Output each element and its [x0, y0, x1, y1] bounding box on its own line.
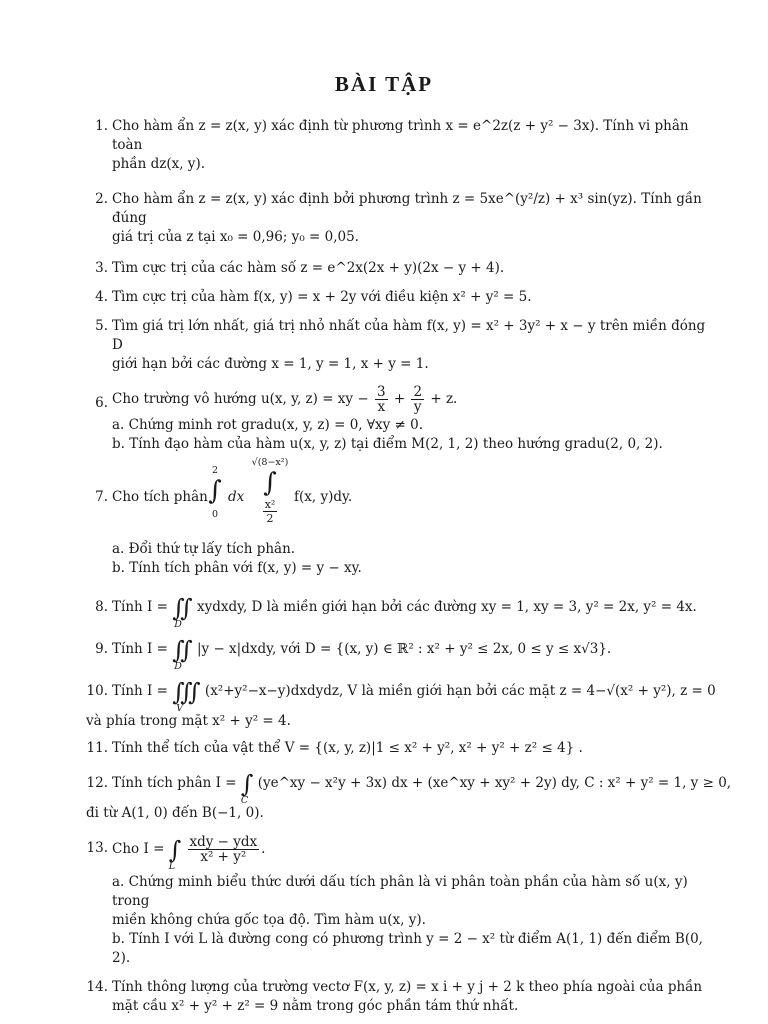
page-title: BÀI TẬP — [334, 72, 434, 96]
denominator: x — [377, 399, 386, 415]
text-part: (ye^xy − x²y + 3x) dx + (xe^xy + xy² + 2y) dy, C : x² + y² = 1, y ≥ 0, — [257, 775, 732, 791]
subpart-a: a. Chứng minh biểu thức dưới dấu tích phân là vi phân toàn phần của hàm số u(x, y) trong — [112, 874, 688, 909]
exercise-14 — [86, 978, 716, 1016]
integral-domain: D — [174, 618, 182, 630]
exercise-number: 3. — [95, 260, 108, 276]
exercise-number: 5. — [95, 318, 108, 334]
subpart-b: b. Tính tích phân với f(x, y) = y − xy. — [112, 560, 362, 576]
exercise-text: Cho I = ∫ L $\frac{\text{xdy − ydx}}{\text{x² + y²}}$ . — [112, 834, 266, 872]
lower-limit: 0 — [211, 509, 219, 520]
exercise-text-cont: mặt cầu x² + y² + z² = 9 nằm trong góc phần tám thứ nhất. — [112, 998, 519, 1014]
exercise-number: 10. — [86, 683, 108, 699]
exercise-text — [112, 632, 716, 672]
exercise-7 — [86, 457, 716, 578]
upper-limit: 2 — [211, 465, 219, 476]
numerator: 2 — [413, 384, 423, 400]
integral-domain: V — [176, 702, 184, 714]
text-part: + z. — [430, 391, 458, 407]
integral-1 — [208, 466, 222, 520]
exercise-text-cont: giá trị của z tại x₀ = 0,96; y₀ = 0,05. — [112, 229, 359, 245]
exercise-text: Cho hàm ẩn z = z(x, y) xác định bởi phương trình z = 5xe^(y²/z) + x³ sin(yz). Tính gần đúng — [112, 191, 702, 226]
triple-integral-icon: ∭ V — [172, 677, 201, 714]
exercise-number: 9. — [95, 641, 108, 657]
exercise-13 — [86, 831, 716, 968]
exercise-5 — [86, 317, 716, 374]
denominator: x² + y² — [200, 849, 247, 865]
exercise-9 — [86, 632, 716, 672]
exercise-10 — [86, 674, 716, 731]
text-part: Cho trường vô hướng u(x, y, z) = xy − — [112, 391, 369, 407]
exercise-text: Tìm cực trị của hàm f(x, y) = x + 2y với điều kiện x² + y² = 5. — [112, 289, 532, 305]
exercise-8 — [86, 590, 716, 630]
text-part: Tính I = — [112, 599, 168, 615]
integrand-fraction — [188, 835, 260, 864]
exercise-number: 8. — [95, 599, 108, 615]
subpart-a: a. Đổi thứ tự lấy tích phân. — [112, 541, 296, 557]
lower-limit-fraction — [263, 498, 278, 525]
exercise-2 — [86, 190, 716, 247]
text-part: dx — [228, 489, 245, 505]
denominator: 2 — [266, 512, 274, 525]
exercise-text: Tìm giá trị lớn nhất, giá trị nhỏ nhất của hàm f(x, y) = x² + 3y² + x − y trên miền đóng D — [112, 318, 706, 353]
integral-sign-icon: ∫ — [208, 476, 222, 506]
text-part: Tính tích phân I = — [112, 775, 237, 791]
text-part: xydxdy, D là miền giới hạn bởi các đường xy = 1, xy = 3, y² = 2x, y² = 4x. — [196, 599, 697, 615]
subpart-b: b. Tính đạo hàm của hàm u(x, y, z) tại điểm M(2, 1, 2) theo hướng gradu(2, 0, 2). — [112, 436, 663, 452]
exercise-text — [112, 766, 732, 806]
exercise-number: 2. — [95, 191, 108, 207]
exercise-text: Tính thông lượng của trường vectơ F(x, y, z) = x i + y j + 2 k theo phía ngoài của phần — [112, 979, 703, 995]
exercise-text — [112, 590, 716, 630]
exercise-text — [112, 457, 716, 540]
text-part: Tính I = — [112, 683, 168, 699]
exercise-4 — [86, 288, 716, 307]
integral-sign-icon: ∫ — [263, 468, 277, 498]
integral-icon: ∫ C — [240, 769, 254, 806]
integral-2 — [250, 458, 290, 525]
exercise-11 — [86, 739, 716, 758]
exercise-1 — [86, 117, 716, 174]
exercise-number: 6. — [95, 395, 108, 411]
text-part: (x²+y²−x−y)dxdydz, V là miền giới hạn bởi các mặt z = 4−√(x² + y²), z = 0 — [204, 683, 716, 699]
exercise-text-cont: đi từ A(1, 0) đến B(−1, 0). — [86, 805, 264, 821]
exercise-text — [112, 674, 716, 714]
exercise-text-cont: giới hạn bởi các đường x = 1, y = 1, x + y = 1. — [112, 356, 429, 372]
denominator: y — [413, 399, 422, 415]
exercise-3 — [86, 259, 716, 278]
exercise-text: Tìm cực trị của các hàm số z = e^2x(2x + y)(2x − y + 4). — [112, 260, 505, 276]
exercise-text: Tính thể tích của vật thể V = {(x, y, z)|1 ≤ x² + y², x² + y² + z² ≤ 4} . — [112, 740, 583, 756]
exercise-text: Cho hàm ẩn z = z(x, y) xác định từ phương trình x = e^2z(z + y² − 3x). Tính vi phân toàn — [112, 118, 689, 153]
text-part: Tính I = — [112, 641, 168, 657]
subpart-b: b. Tính I với L là đường cong có phương trình y = 2 − x² từ điểm A(1, 1) đến điểm B(0, 2). — [112, 931, 703, 966]
integral-icon: ∫ L — [168, 835, 182, 872]
exercise-12 — [86, 766, 732, 823]
exercise-text-cont: phần dz(x, y). — [112, 156, 205, 172]
exercise-number: 7. — [95, 489, 108, 505]
exercise-number: 1. — [95, 118, 108, 134]
integral-curve: C — [240, 794, 249, 806]
text-part: |y − x|dxdy, với D = {(x, y) ∈ ℝ² : x² + y² ≤ 2x, 0 ≤ y ≤ x√3}. — [196, 641, 612, 657]
fraction — [375, 385, 388, 414]
text-part: Cho I = — [112, 841, 165, 857]
exercise-number: 14. — [86, 979, 108, 995]
exercise-number: 4. — [95, 289, 108, 305]
numerator: x² — [264, 498, 276, 511]
exercise-number: 12. — [86, 775, 108, 791]
integral-curve: L — [168, 860, 175, 872]
double-integral-icon: ∬ D — [172, 593, 193, 630]
text-part: f(x, y)dy. — [294, 489, 353, 505]
exercise-number: 13. — [86, 840, 108, 856]
double-integral-icon: ∬ D — [172, 635, 193, 672]
exercise-text: Cho trường vô hướng u(x, y, z) = xy − $\frac{3}{x}$ + $\frac{2}{y}$ + z. — [112, 384, 458, 415]
fraction — [411, 385, 424, 414]
subpart-a: a. Chứng minh rot gradu(x, y, z) = 0, ∀xy ≠ 0. — [112, 417, 424, 433]
subpart-a-cont: miền không chứa gốc tọa độ. Tìm hàm u(x, y). — [112, 912, 426, 928]
text-part: Cho tích phân — [112, 489, 208, 505]
exercise-6 — [86, 382, 716, 454]
integral-domain: D — [174, 660, 182, 672]
numerator: 3 — [376, 384, 386, 400]
upper-limit: √(8−x²) — [251, 457, 289, 468]
exercise-number: 11. — [86, 740, 108, 756]
numerator: xdy − ydx — [189, 834, 258, 850]
exercise-text-cont: và phía trong mặt x² + y² = 4. — [86, 713, 291, 729]
